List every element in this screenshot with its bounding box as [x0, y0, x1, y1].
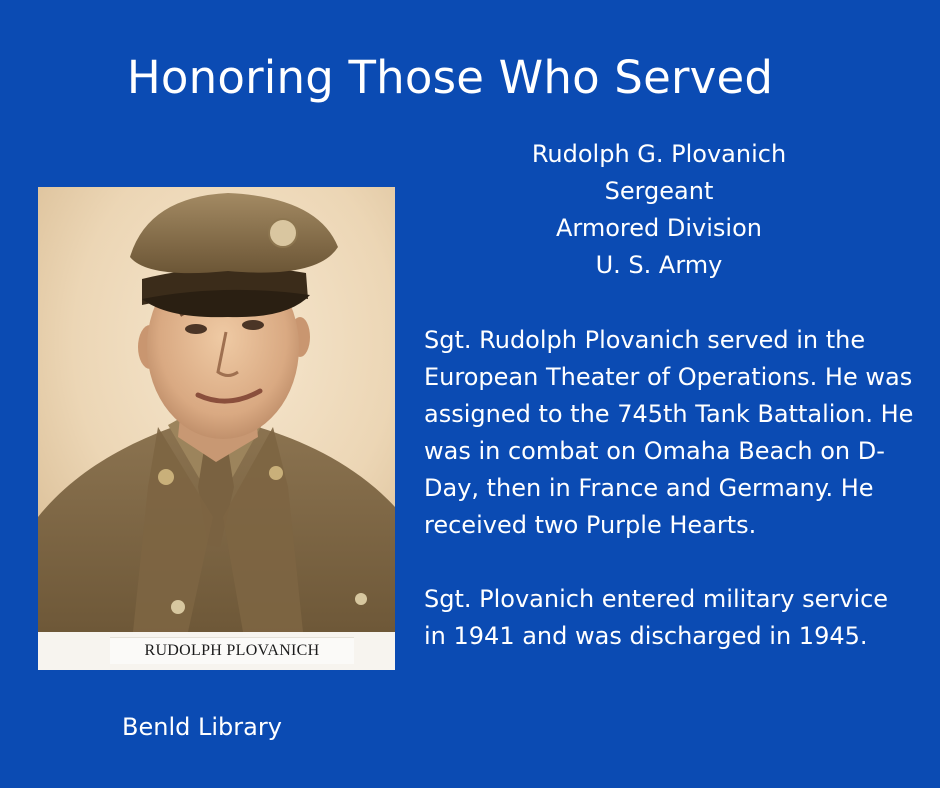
soldier-unit: Armored Division: [556, 214, 762, 242]
biography: [424, 322, 914, 692]
page-title: Honoring Those Who Served: [126, 51, 774, 104]
soldier-rank: Sergeant: [604, 177, 714, 205]
soldier-name: Rudolph G. Plovanich: [531, 140, 787, 168]
library-credit: Benld Library: [122, 713, 282, 741]
soldier-portrait: [38, 187, 395, 632]
portrait-caption: RUDOLPH PLOVANICH: [110, 637, 354, 664]
soldier-identity: [440, 136, 878, 284]
bio-paragraph-dates: Sgt. Plovanich entered military service in 1941 and was discharged in 1945.: [424, 585, 889, 650]
portrait-frame: [38, 187, 395, 670]
bio-paragraph-service: Sgt. Rudolph Plovanich served in the European Theater of Operations. He was assigned to the 745th Tank Battalion. He was in combat on Omaha Beach on D-Day, then in France and Germany. He received two Purple Hearts.: [424, 326, 914, 539]
soldier-branch: U. S. Army: [595, 251, 723, 279]
